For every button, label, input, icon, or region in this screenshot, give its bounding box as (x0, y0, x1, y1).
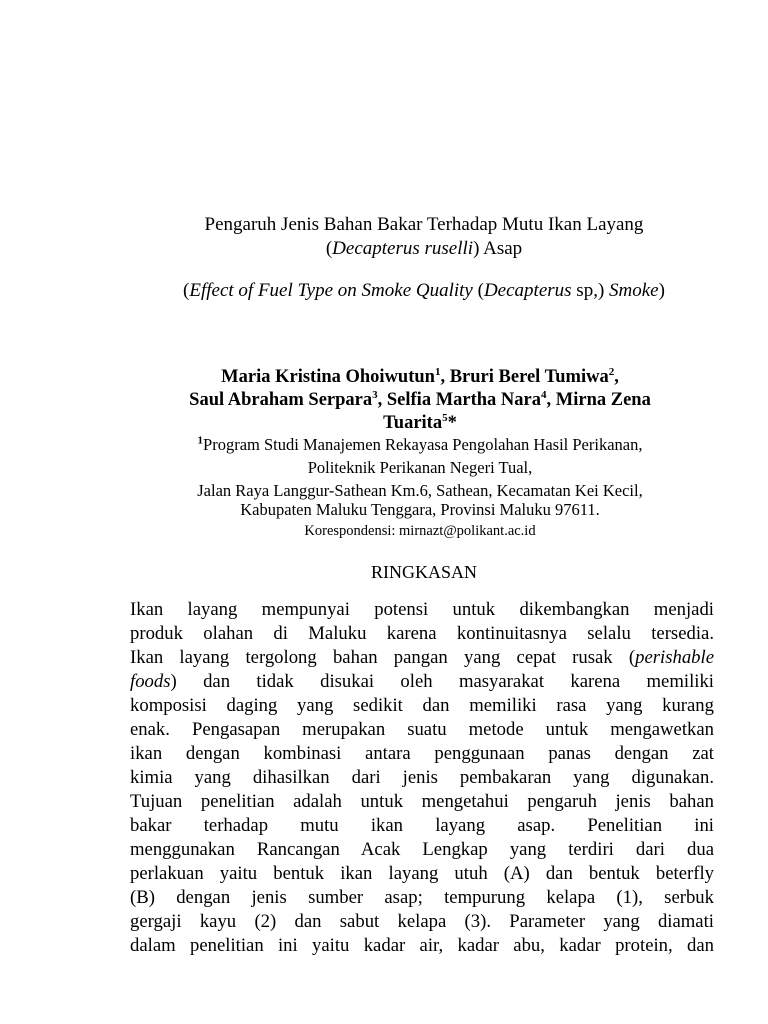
abstract-line: enak. Pengasapan merupakan suatu metode untuk mengawetkan (130, 719, 714, 740)
correspondence-email: Korespondensi: mirnazt@polikant.ac.id (304, 523, 536, 539)
paper-title-line-1: Pengaruh Jenis Bahan Bakar Terhadap Mutu Ikan Layang (204, 214, 644, 235)
abstract-line: Tujuan penelitian adalah untuk mengetahui pengaruh jenis bahan (130, 791, 714, 812)
section-heading: RINGKASAN (370, 562, 477, 582)
abstract-line: Ikan layang tergolong bahan pangan yang cepat rusak (perishable (130, 647, 714, 668)
paper-title-line-2: (Decapterus ruselli) Asap (325, 238, 523, 259)
abstract-line: gergaji kayu (2) dan sabut kelapa (3). Parameter yang diamati (130, 911, 714, 932)
author-line-2: Saul Abraham Serpara$^3$, Selfia Martha Nara$^4$, Mirna Zena (189, 388, 651, 410)
affiliation-line-1: $^1$Program Studi Manajemen Rekayasa Pengolahan Hasil Perikanan, (197, 434, 643, 454)
affiliation-line-3: Jalan Raya Langgur-Sathean Km.6, Sathean, Kecamatan Kei Kecil, (197, 481, 643, 500)
affiliation-line-2: Politeknik Perikanan Negeri Tual, (307, 458, 533, 477)
abstract-line: dalam penelitian ini yaitu kadar air, kadar abu, kadar protein, dan (130, 935, 714, 956)
author-line-1: Maria Kristina Ohoiwutun$^1$, Bruri Berel Tumiwa$^2$, (221, 365, 619, 387)
author-line-3: Tuarita$^5$* (383, 411, 457, 433)
abstract-line: komposisi daging yang sedikit dan memiliki rasa yang kurang (130, 695, 714, 716)
abstract-line: (B) dengan jenis sumber asap; tempurung kelapa (1), serbuk (130, 887, 714, 908)
abstract-line: Ikan layang mempunyai potensi untuk dikembangkan menjadi (130, 599, 714, 620)
abstract-line: ikan dengan kombinasi antara penggunaan panas dengan zat (130, 743, 714, 764)
abstract-line: produk olahan di Maluku karena kontinuitasnya selalu tersedia. (130, 623, 714, 644)
abstract-line: kimia yang dihasilkan dari jenis pembakaran yang digunakan. (130, 767, 714, 788)
affiliation-line-4: Kabupaten Maluku Tenggara, Provinsi Maluku 97611. (240, 500, 600, 519)
english-title: (Effect of Fuel Type on Smoke Quality (Decapterus sp,) Smoke) (183, 280, 665, 301)
abstract-line: bakar terhadap mutu ikan layang asap. Penelitian ini (130, 815, 714, 836)
abstract-line: perlakuan yaitu bentuk ikan layang utuh (A) dan bentuk beterfly (130, 863, 714, 884)
abstract-line: foods) dan tidak disukai oleh masyarakat karena memiliki (130, 671, 714, 692)
species-name: Decapterus ruselli (332, 238, 474, 259)
abstract-line: menggunakan Rancangan Acak Lengkap yang terdiri dari dua (130, 839, 714, 860)
